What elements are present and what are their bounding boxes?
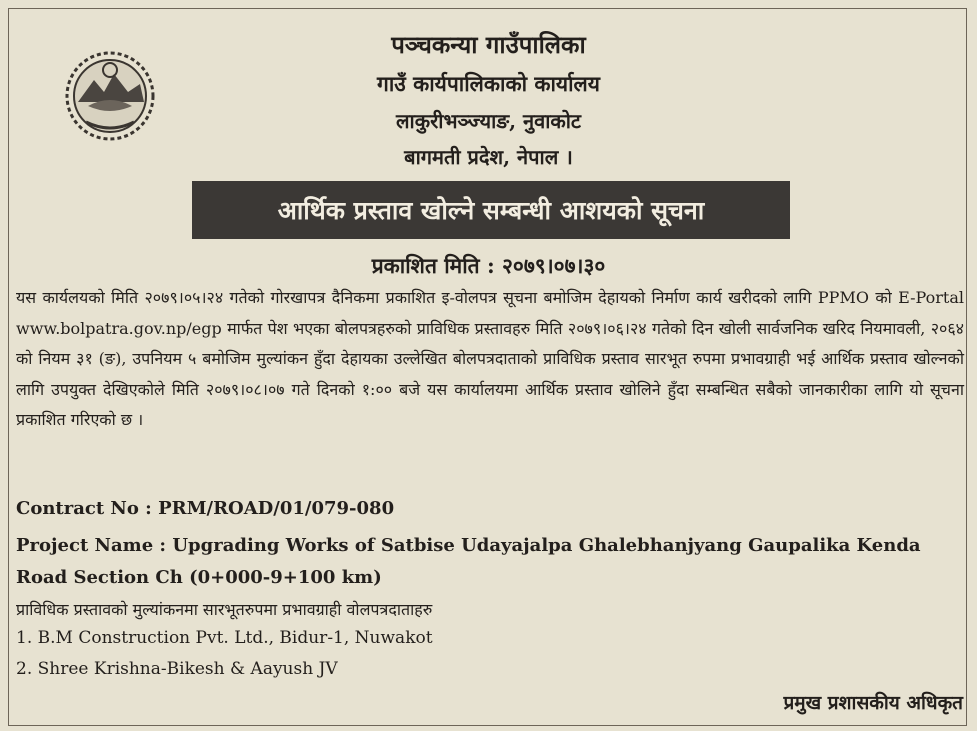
published-date-label: प्रकाशित मिति bbox=[371, 253, 480, 278]
municipality-name: पञ्चकन्या गाउँपालिका bbox=[391, 30, 586, 59]
notice-title: आर्थिक प्रस्ताव खोल्ने सम्बन्धी आशयको सूचना bbox=[277, 196, 705, 225]
published-date: प्रकाशित मिति : २०७९।०७।३० bbox=[371, 253, 606, 278]
list-item: 1. B.M Construction Pvt. Ltd., Bidur-1, Nuwakot bbox=[16, 628, 433, 648]
project-label: Project Name : bbox=[16, 535, 167, 556]
contract-value: PRM/ROAD/01/079-080 bbox=[158, 498, 395, 519]
notice-body: यस कार्यलयको मिति २०७९।०५।२४ गतेको गोरखापत्र दैनिकमा प्रकाशित इ-वोलपत्र सूचना बमोजिम देहायको निर्माण कार्य खरीदको लागि PPMO को E-Portal www.bolpatra.gov.np/egp मार्फत पेश भएका बोलपत्रहरुको प्राविधिक प्रस्तावहरु मिति २०७९।०६।२४ गतेको दिन खोली सार्वजनिक खरिद नियमावली, २०६४ को नियम ३१ (ङ), उपनियम ५ बमोजिम मुल्यांकन हुँदा देहायका उल्लेखित बोलपत्रदाताको प्राविधिक प्रस्ताव सारभूत रुपमा प्रभावग्राही भई आर्थिक प्रस्ताव खोल्नको लागि उपयुक्त देखिएकोले मिति २०७९।०८।०७ गते दिनको १:०० बजे यस कार्यालयमा आर्थिक प्रस्ताव खोलिने हुँदा सम्बन्धित सबैको जानकारीका लागि यो सूचना प्रकाशित गरिएको छ । bbox=[16, 288, 964, 429]
contract-label: Contract No : bbox=[16, 498, 152, 519]
published-date-value: २०७९।०७।३० bbox=[502, 253, 606, 278]
applicants-heading: प्राविधिक प्रस्तावको मुल्यांकनमा सारभूतरुपमा प्रभावग्राही वोलपत्रदाताहरु bbox=[16, 600, 433, 619]
list-item: 2. Shree Krishna-Bikesh & Aayush JV bbox=[16, 659, 338, 679]
project-value: Upgrading Works of Satbise Udayajalpa Ghalebhanjyang Gaupalika Kenda Road Section Ch (0+000-9+100 km) bbox=[16, 535, 921, 588]
office-province: बागमती प्रदेश, नेपाल । bbox=[404, 145, 573, 169]
office-name: गाउँ कार्यपालिकाको कार्यालय bbox=[377, 71, 600, 96]
project-name bbox=[16, 530, 964, 594]
office-address: लाकुरीभञ्ज्याङ, नुवाकोट bbox=[395, 109, 582, 133]
contract-number bbox=[16, 498, 394, 519]
signatory-title: प्रमुख प्रशासकीय अधिकृत bbox=[783, 692, 963, 714]
notice-title-banner bbox=[192, 181, 790, 239]
